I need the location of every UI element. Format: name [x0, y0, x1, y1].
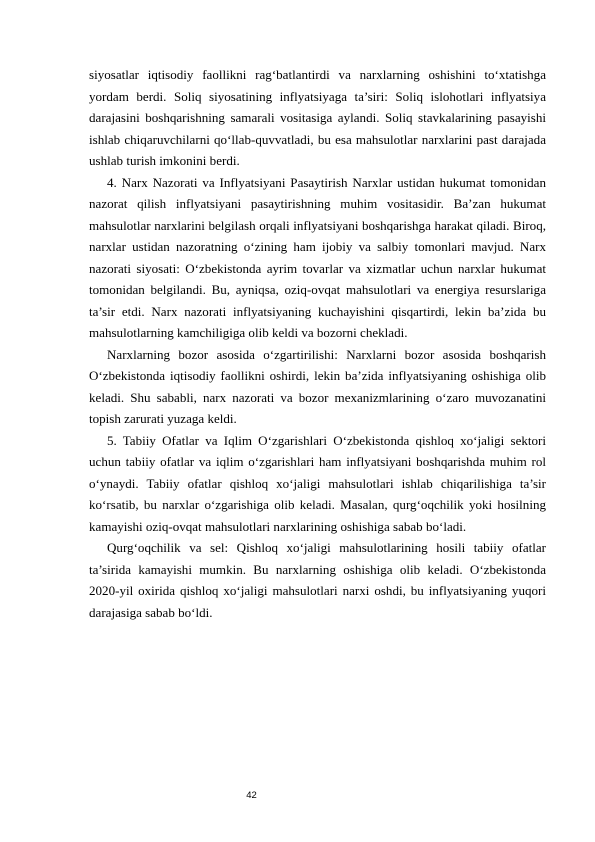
paragraph-tax-policy: siyosatlar iqtisodiy faollikni rag‘batlantirdi va narxlarning oshishini to‘xtatishga yordam berdi. Soliq siyosatining inflyatsiyaga ta’siri: Soliq islohotlari inflyatsiya darajasini boshqarishning samarali vositasiga aylandi. Soliq stavkalarining pasayishi ishlab chiqaruvchilarni qo‘llab-quvvatladi, bu esa mahsulotlar narxlarini past darajada ushlab turish imkonini berdi.	[89, 67, 546, 168]
paragraph-natural-disasters: 5. Tabiiy Ofatlar va Iqlim O‘zgarishlari O‘zbekistonda qishloq xo‘jaligi sektori uchun tabiiy ofatlar va iqlim o‘zgarishlari ham inflyatsiyani boshqarishda muhim rol o‘ynaydi. Tabiiy ofatlar qishloq xo‘jaligi mahsulotlari ishlab chiqarilishiga ta’sir ko‘rsatib, bu narxlar o‘zgarishiga olib keladi. Masalan, qurg‘oqchilik yoki hosilning kamayishi oziq-ovqat mahsulotlari narxlarining oshishiga sabab bo‘ladi.	[89, 432, 546, 534]
paragraph-price-control: 4. Narx Nazorati va Inflyatsiyani Pasaytirish Narxlar ustidan hukumat tomonidan nazorat qilish inflyatsiyani pasaytirishning muhim vositasidir. Ba’zan hukumat mahsulotlar narxlarini belgilash orqali inflyatsiyani boshqarishga harakat qiladi. Biroq, narxlar ustidan nazoratning o‘zining ham ijobiy va salbiy tomonlari mavjud. Narx nazorati siyosati: O‘zbekistonda ayrim tovarlar va xizmatlar uchun narxlar hukumat tomonidan belgilandi. Bu, ayniqsa, oziq-ovqat mahsulotlari va energiya resurslariga ta’sir etdi. Narx nazorati inflyatsiyaning kuchayishini qisqartirdi, lekin ba’zida bu mahsulotlarning kamchiligiga olib keldi va bozorni chekladi.	[89, 174, 546, 340]
page-number: 42	[246, 790, 257, 801]
page-body	[89, 64, 546, 623]
paragraph-market-pricing: Narxlarning bozor asosida o‘zgartirilishi: Narxlarni bozor asosida boshqarish O‘zbekistonda iqtisodiy faollikni oshirdi, lekin ba’zida inflyatsiyaning oshishiga olib keladi. Shu sababli, narx nazorati va bozor mexanizmlarining o‘zaro muvozanatini topish zarurati yuzaga keldi.	[89, 346, 546, 426]
paragraph-drought: Qurg‘oqchilik va sel: Qishloq xo‘jaligi mahsulotlarining hosili tabiiy ofatlar ta’sirida kamayishi mumkin. Bu narxlarning oshishiga olib keladi. O‘zbekistonda 2020-yil oxirida qishloq xo‘jaligi mahsulotlari narxi oshdi, bu inflyatsiyaning yuqori darajasiga sabab bo‘ldi.	[89, 540, 546, 620]
